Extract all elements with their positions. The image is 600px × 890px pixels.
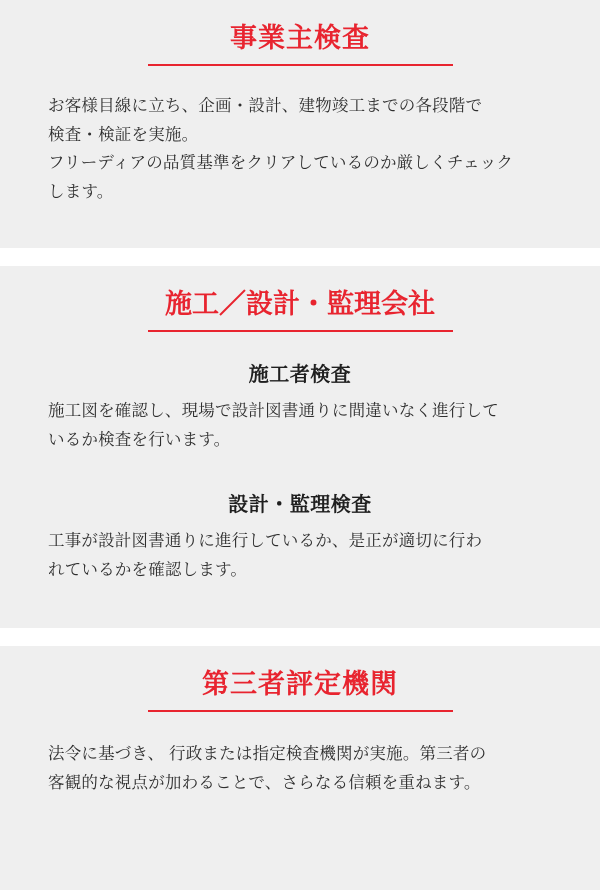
section-construction-design	[0, 266, 600, 628]
body-line: 法令に基づき、 行政または指定検査機関が実施。第三者の	[48, 745, 487, 764]
body-line: します。	[48, 182, 114, 201]
body-line: 工事が設計図書通りに進行しているか、是正が適切に行わ	[48, 532, 483, 551]
section-heading-block	[48, 288, 552, 332]
body-line: フリーディアの品質基準をクリアしているのか厳しくチェック	[48, 154, 514, 173]
section-heading-block	[48, 668, 552, 712]
section-title: 施工／設計・監理会社	[165, 289, 435, 319]
section-owner-inspection	[0, 0, 600, 248]
body-line: 施工図を確認し、現場で設計図書通りに間違いなく進行して	[48, 402, 499, 421]
subsection-title-builder-inspection: 施工者検査	[248, 364, 352, 387]
section-divider	[0, 628, 600, 646]
body-line: れているかを確認します。	[48, 560, 248, 579]
heading-underline	[148, 710, 453, 712]
heading-underline	[148, 330, 453, 332]
body-line: 客観的な視点が加わることで、さらなる信頼を重ねます。	[48, 773, 481, 792]
section-body	[48, 740, 552, 797]
page-title: 事業主検査	[230, 23, 370, 53]
section-divider	[0, 248, 600, 266]
subsection-body-design-supervision-inspection	[48, 527, 552, 584]
body-line: いるか検査を行います。	[48, 430, 231, 449]
body-line: お客様目線に立ち、企画・設計、建物竣工までの各段階で	[48, 97, 483, 116]
section-body	[48, 92, 552, 206]
heading-underline	[148, 64, 453, 66]
subsection-body-builder-inspection	[48, 397, 552, 454]
section-title: 第三者評定機関	[202, 669, 398, 699]
body-line: 検査・検証を実施。	[48, 125, 199, 144]
section-third-party-agency	[0, 646, 600, 890]
section-heading-block	[48, 22, 552, 66]
subsection-title-design-supervision-inspection: 設計・監理検査	[228, 494, 372, 517]
